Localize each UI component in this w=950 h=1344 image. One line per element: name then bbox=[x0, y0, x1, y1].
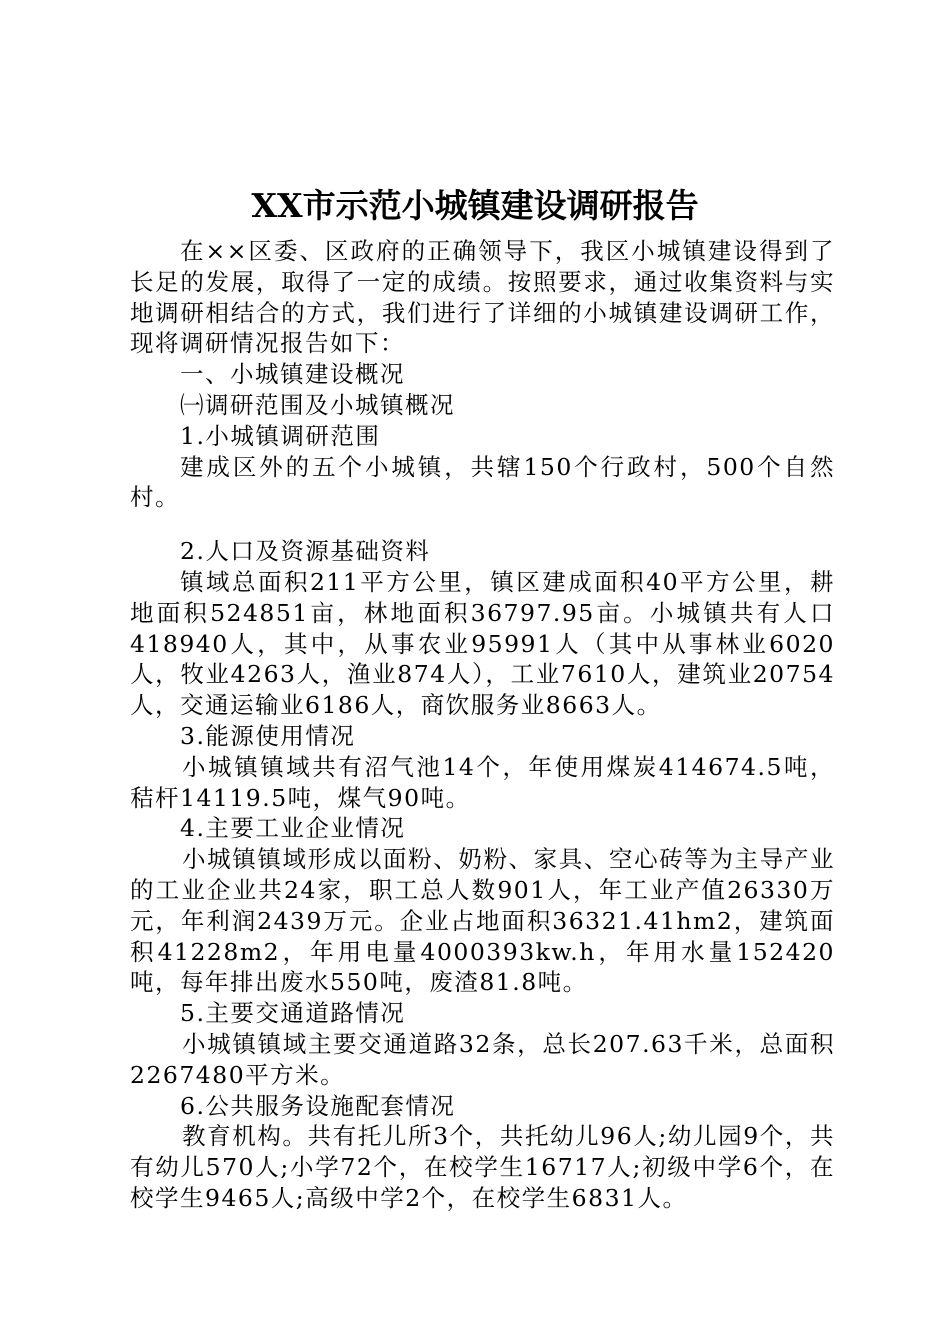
item-heading: 2.人口及资源基础资料 bbox=[180, 537, 431, 566]
item-paragraph: 镇域总面积211平方公里，镇区建成面积40平方公里，耕地面积524851亩，林地面积36797.95亩。小城镇共有人口418940人，其中，从事农业95991人（其中从事林业6020人，牧业4263人，渔业874人），工业7610人，建筑业20754人，交通运输业6186人，商饮服务业8663人。 bbox=[130, 567, 835, 720]
subsection-heading: ㈠调研范围及小城镇概况 bbox=[180, 390, 455, 419]
item-heading: 4.主要工业企业情况 bbox=[180, 814, 406, 843]
item-heading: 6.公共服务设施配套情况 bbox=[180, 1091, 456, 1120]
document-title: XX市示范小城镇建设调研报告 bbox=[251, 186, 699, 225]
item-paragraph: 教育机构。共有托儿所3个，共托幼儿96人;幼儿园9个，共有幼儿570人;小学72个，在校学生16717人;初级中学6个，在校学生9465人;高级中学2个，在校学生6831人。 bbox=[130, 1122, 835, 1212]
item-paragraph: 小城镇镇域主要交通道路32条，总长207.63千米，总面积2267480平方米。 bbox=[130, 1029, 835, 1089]
section-heading: 一、小城镇建设概况 bbox=[180, 360, 405, 389]
blank-line bbox=[130, 513, 835, 536]
item-paragraph: 小城镇镇域共有沼气池14个，年使用煤炭414674.5吨，秸杆14119.5吨，煤气90吨。 bbox=[130, 752, 835, 812]
item-heading: 5.主要交通道路情况 bbox=[180, 999, 406, 1028]
item-heading: 3.能源使用情况 bbox=[180, 721, 356, 750]
intro-paragraph: 在××区委、区政府的正确领导下，我区小城镇建设得到了长足的发展，取得了一定的成绩。按照要求，通过收集资料与实地调研相结合的方式，我们进行了详细的小城镇建设调研工作，现将调研情况报告如下： bbox=[130, 237, 835, 358]
item-heading: 1.小城镇调研范围 bbox=[180, 421, 381, 450]
document-body bbox=[130, 236, 835, 1214]
item-paragraph: 小城镇镇域形成以面粉、奶粉、家具、空心砖等为主导产业的工业企业共24家，职工总人数901人，年工业产值26330万元，年利润2439万元。企业占地面积36321.41hm2，建筑面积41228m2，年用电量4000393kw.h，年用水量152420吨，每年排出废水550吨，废渣81.8吨。 bbox=[130, 845, 835, 997]
item-paragraph: 建成区外的五个小城镇，共辖150个行政村，500个自然村。 bbox=[130, 452, 835, 512]
